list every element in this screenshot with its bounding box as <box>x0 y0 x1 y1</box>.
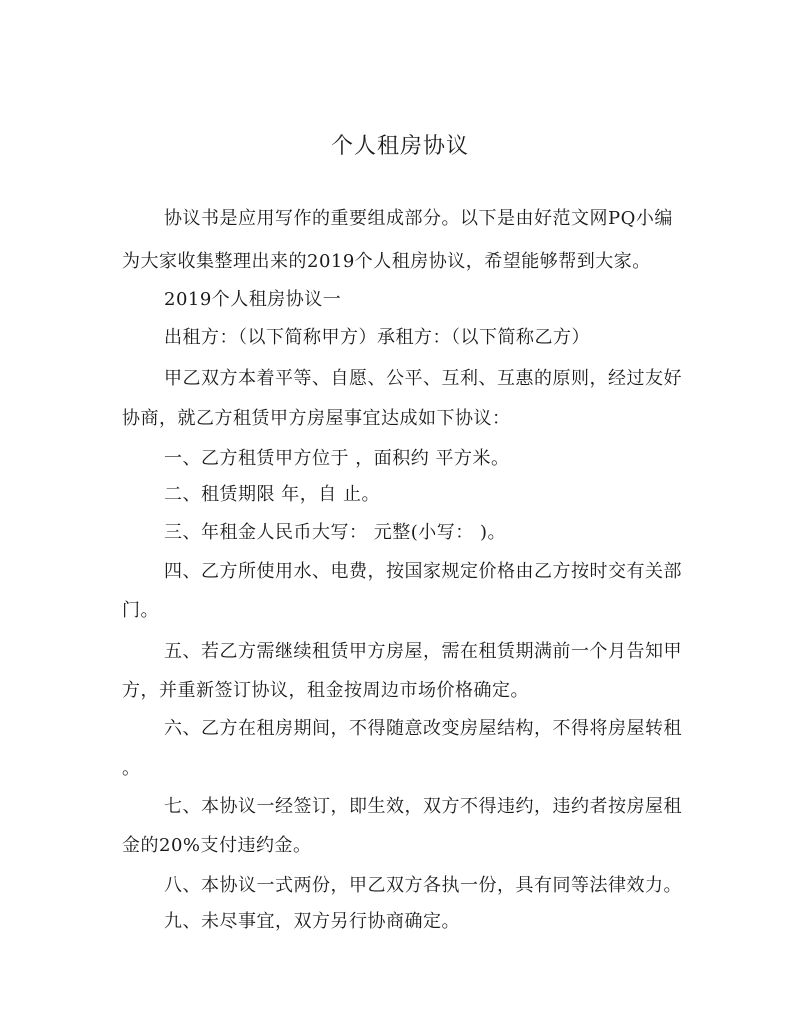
clause-line: 二、租赁期限 年，自 止。 <box>164 484 380 505</box>
document-title: 个人租房协议 <box>330 134 469 159</box>
clause-line: 九、未尽事宜，双方另行协商确定。 <box>164 911 460 932</box>
clause-line: 三、年租金人民币大写： 元整(小写： )。 <box>164 522 506 543</box>
clause-line: 一、乙方租赁甲方位于 ，面积约 平方米。 <box>164 448 510 469</box>
paragraph-line: 协商，就乙方租赁甲方房屋事宜达成如下协议： <box>122 408 511 429</box>
paragraph-line: 协议书是应用写作的重要组成部分。以下是由好范文网PQ小编 <box>164 208 673 229</box>
paragraph-line: 为大家收集整理出来的2019个人租房协议，希望能够帮到大家。 <box>122 251 651 272</box>
clause-line: 方，并重新签订协议，租金按周边市场价格确定。 <box>122 680 529 701</box>
clause-line: 四、乙方所使用水、电费，按国家规定价格由乙方按时交有关部 <box>164 561 682 582</box>
clause-line: 门。 <box>122 600 159 621</box>
clause-line: 金的20%支付违约金。 <box>122 835 312 856</box>
clause-line: 。 <box>122 758 141 779</box>
clause-line: 七、本协议一经签订，即生效，双方不得违约，违约者按房屋租 <box>164 796 682 817</box>
paragraph-line: 出租方：（以下简称甲方）承租方：（以下简称乙方） <box>164 327 590 348</box>
paragraph-line: 甲乙双方本着平等、自愿、公平、互利、互惠的原则，经过友好 <box>164 368 682 389</box>
clause-line: 五、若乙方需继续租赁甲方房屋，需在租赁期满前一个月告知甲 <box>164 641 682 662</box>
section-heading: 2019个人租房协议一 <box>164 289 342 310</box>
clause-line: 六、乙方在租房期间，不得随意改变房屋结构，不得将房屋转租 <box>164 718 682 739</box>
clause-line: 八、本协议一式两份，甲乙双方各执一份，具有同等法律效力。 <box>164 875 682 896</box>
